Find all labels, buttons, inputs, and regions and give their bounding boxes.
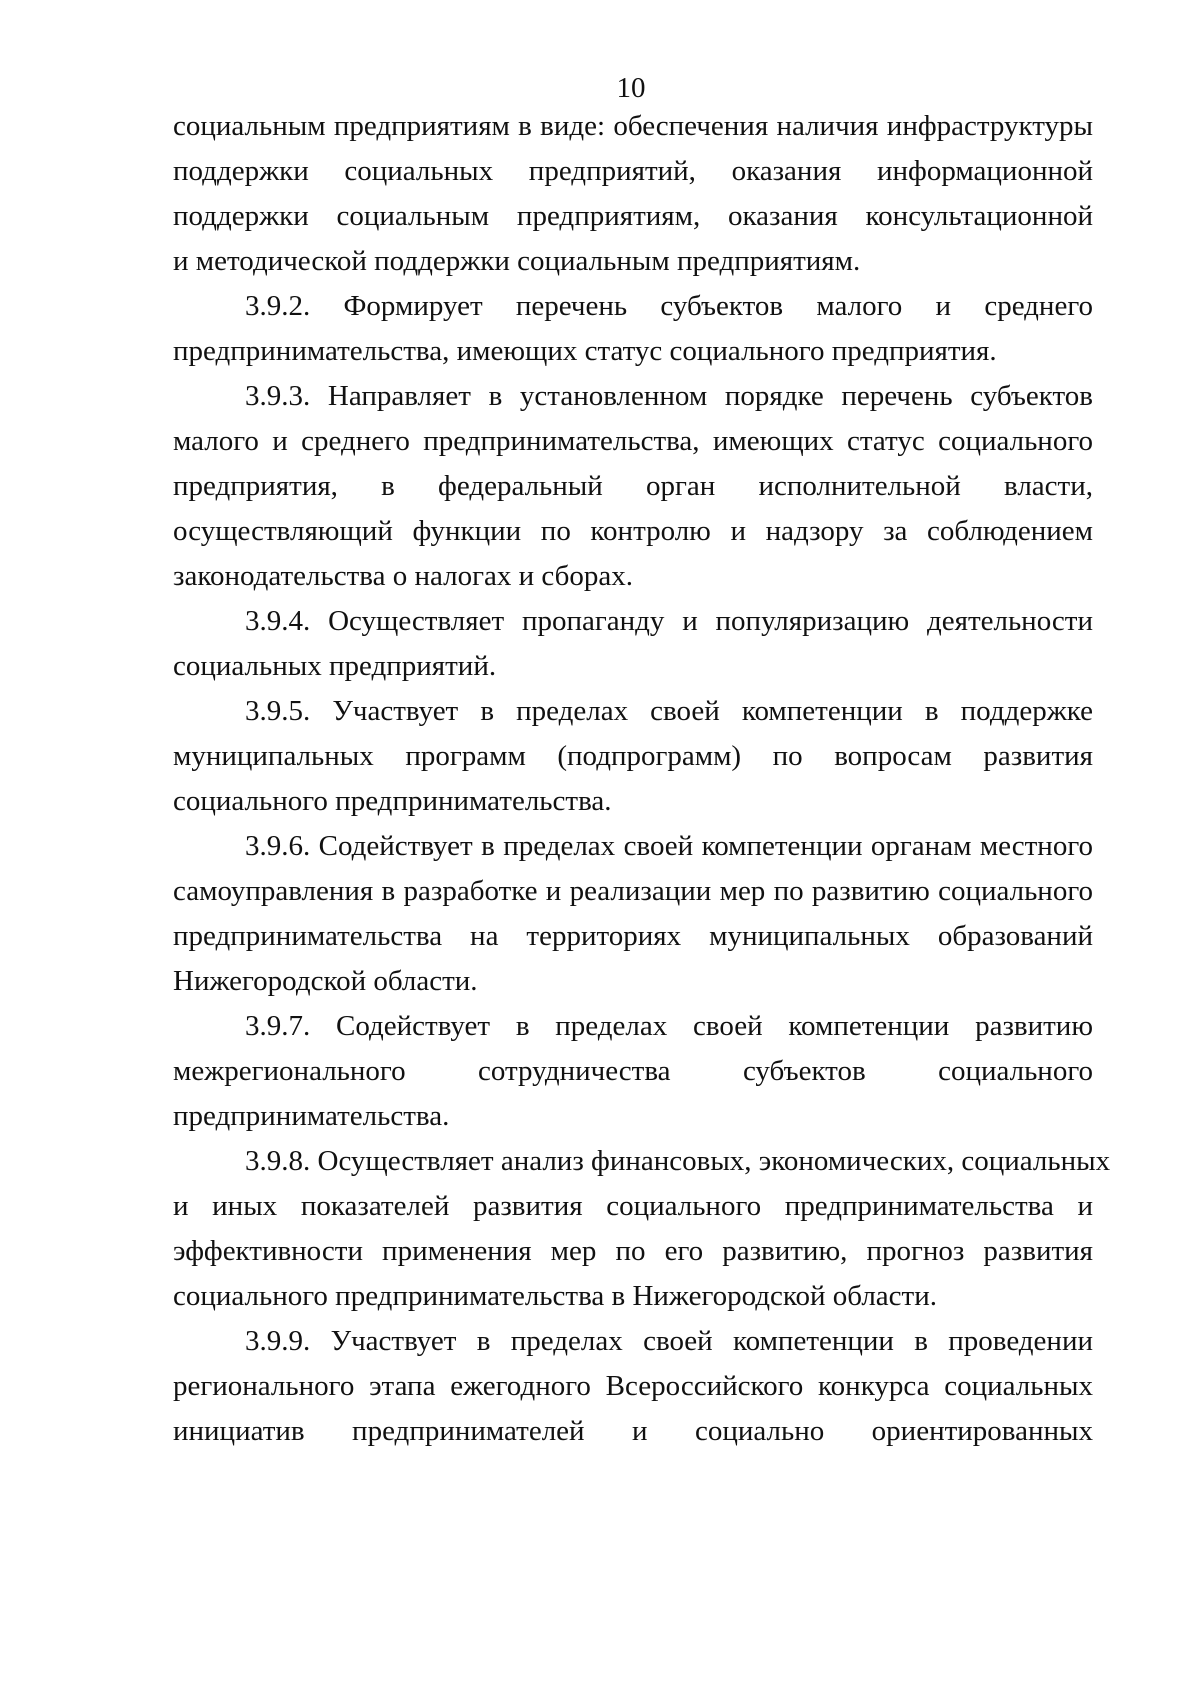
text-line: осуществляющий функции по контролю и надзору за соблюдением	[173, 515, 1093, 547]
text-line: социального предпринимательства.	[173, 785, 612, 817]
text-line: и иных показателей развития социального предпринимательства и	[173, 1190, 1093, 1222]
paragraph-first-line: 3.9.8. Осуществляет анализ финансовых, экономических, социальных	[245, 1145, 1111, 1177]
text-line: предпринимательства.	[173, 1100, 450, 1132]
paragraph-first-line: 3.9.7. Содействует в пределах своей компетенции развитию	[245, 1010, 1093, 1042]
paragraph-first-line: 3.9.9. Участвует в пределах своей компетенции в проведении	[245, 1325, 1093, 1357]
text-line: малого и среднего предпринимательства, имеющих статус социального	[173, 425, 1093, 457]
page-number: 10	[616, 72, 646, 104]
text-line: поддержки социальным предприятиям, оказания консультационной	[173, 200, 1093, 232]
paragraph-first-line: 3.9.4. Осуществляет пропаганду и популяризацию деятельности	[245, 605, 1093, 637]
text-line: предпринимательства на территориях муниципальных образований	[173, 920, 1093, 952]
text-line: муниципальных программ (подпрограмм) по вопросам развития	[173, 740, 1093, 772]
paragraph-first-line: 3.9.5. Участвует в пределах своей компетенции в поддержке	[245, 695, 1093, 727]
paragraph-first-line: 3.9.6. Содействует в пределах своей компетенции органам местного	[245, 830, 1093, 862]
text-line: социального предпринимательства в Нижегородской области.	[173, 1280, 937, 1312]
text-line: Нижегородской области.	[173, 965, 478, 997]
text-line: инициатив предпринимателей и социально ориентированных	[173, 1415, 1093, 1447]
paragraph-first-line: 3.9.2. Формирует перечень субъектов малого и среднего	[245, 290, 1093, 322]
paragraph-first-line: 3.9.3. Направляет в установленном порядке перечень субъектов	[245, 380, 1093, 412]
text-line: самоуправления в разработке и реализации мер по развитию социального	[173, 875, 1093, 907]
text-line: предприятия, в федеральный орган исполнительной власти,	[173, 470, 1093, 502]
text-line: социальным предприятиям в виде: обеспечения наличия инфраструктуры	[173, 110, 1093, 142]
text-line: и методической поддержки социальным предприятиям.	[173, 245, 861, 277]
text-line: межрегионального сотрудничества субъектов социального	[173, 1055, 1093, 1087]
text-line: социальных предприятий.	[173, 650, 497, 682]
text-line: эффективности применения мер по его развитию, прогноз развития	[173, 1235, 1093, 1267]
text-line: предпринимательства, имеющих статус социального предприятия.	[173, 335, 997, 367]
text-line: регионального этапа ежегодного Всероссийского конкурса социальных	[173, 1370, 1093, 1402]
text-line: поддержки социальных предприятий, оказания информационной	[173, 155, 1093, 187]
text-line: законодательства о налогах и сборах.	[173, 560, 633, 592]
